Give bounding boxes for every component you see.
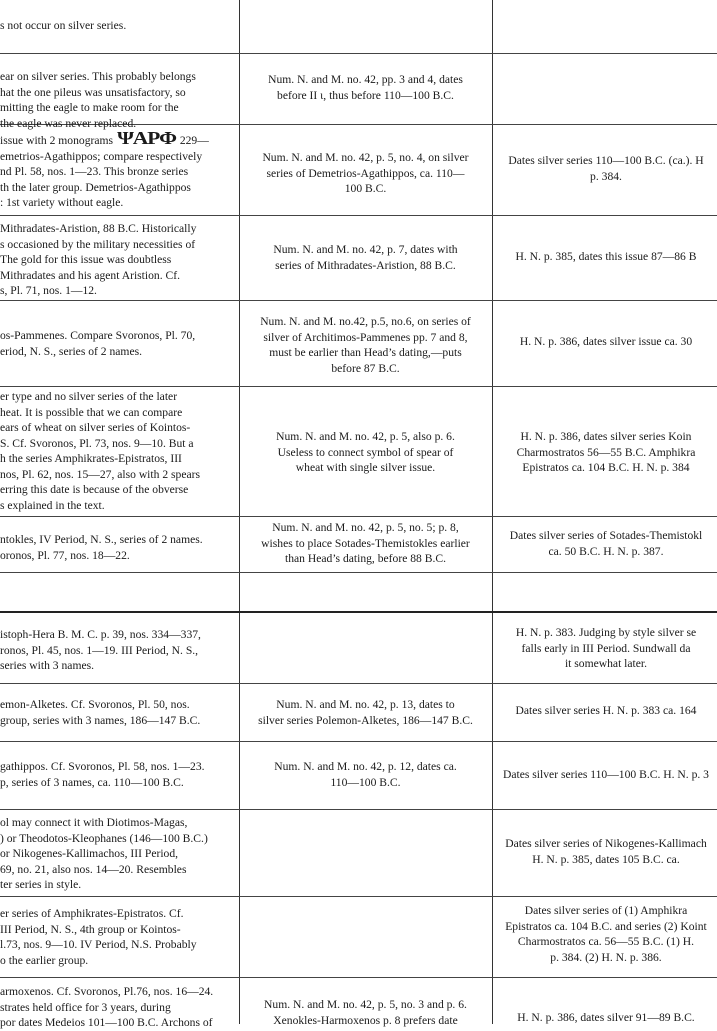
row-3-description: Mithradates-Aristion, 88 B.C. Historically s occasioned by the military necessities of The gold for this issue was doubtless Mithradates and his agent Aristion. Cf. s, Pl. 71, nos. 1—12. xyxy=(0,222,197,297)
row-divider xyxy=(0,896,717,897)
row-divider xyxy=(0,215,717,216)
row-12-description: er series of Amphikrates-Epistratos. Cf. III Period, N. S., 4th group or Kointos- l.73, nos. 9—10. IV Period, N.S. Probably o the earlier group. xyxy=(0,907,197,967)
row-3-dating: H. N. p. 385, dates this issue 87—86 B xyxy=(515,250,697,263)
monogram-image: ΨΑΡΦ xyxy=(117,131,176,148)
row-4-reference: Num. N. and M. no.42, p.5, no.6, on series of silver of Architimos-Pammenes pp. 7 and 8, must be earlier than Head’s dating,—puts before 87 B.C. xyxy=(260,315,471,375)
row-13-dating: H. N. p. 386, dates silver 91—89 B.C. xyxy=(517,1011,695,1024)
row-divider xyxy=(0,741,717,742)
row-4-dating: H. N. p. 386, dates silver issue ca. 30 xyxy=(519,335,693,348)
row-9-reference: Num. N. and M. no. 42, p. 13, dates to silver series Polemon-Alketes, 186—147 B.C. xyxy=(258,698,473,727)
row-13-description: armoxenos. Cf. Svoronos, Pl.76, nos. 16—24. strates held office for 3 years, during por dates Medeios 101—100 B.C. Archons of xyxy=(0,985,214,1029)
row-2-description: issue with 2 monograms ΨΑΡΦ 229— emetrios-Agathippos; compare respectively nd Pl. 58, nos. 1—23. This bronze series th the later group. Demetrios-Agathippos : 1st variety without eagle. xyxy=(0,131,209,209)
row-4-description: os-Pammenes. Compare Svoronos, Pl. 70, eriod, N. S., series of 2 names. xyxy=(0,329,196,358)
row-10-dating: Dates silver series 110—100 B.C. H. N. p. 3 xyxy=(503,768,709,781)
row-13-reference: Num. N. and M. no. 42, p. 5, no. 3 and p. 6. Xenokles-Harmoxenos p. 8 prefers date xyxy=(264,998,467,1027)
row-divider xyxy=(0,977,717,978)
row-divider xyxy=(0,300,717,301)
column-divider-1 xyxy=(239,0,240,1024)
row-divider xyxy=(0,53,717,54)
row-1-reference: Num. N. and M. no. 42, pp. 3 and 4, dates before II ι, thus before 110—100 B.C. xyxy=(268,73,463,102)
row-divider xyxy=(0,516,717,517)
row-divider xyxy=(0,386,717,387)
row-2-dating: Dates silver series 110—100 B.C. (ca.). H p. 384. xyxy=(508,154,704,183)
row-11-dating: Dates silver series of Nikogenes-Kallimach H. N. p. 385, dates 105 B.C. ca. xyxy=(505,837,707,866)
row-9-description: emon-Alketes. Cf. Svoronos, Pl. 50, nos. group, series with 3 names, 186—147 B.C. xyxy=(0,698,201,727)
row-9-dating: Dates silver series H. N. p. 383 ca. 164 xyxy=(515,704,697,717)
row-3-reference: Num. N. and M. no. 42, p. 7, dates with series of Mithradates-Aristion, 88 B.C. xyxy=(273,243,458,272)
row-5-description: er type and no silver series of the later heat. It is possible that we can compare ears of wheat on silver series of Kointos- S. Cf. Svoronos, Pl. 73, nos. 9—10. But a h the series Amphikrates-Epistratos, III nos, Pl. 62, nos. 15—27, also with 2 spears erring this date is because of the obverse s explained in the text. xyxy=(0,390,200,512)
row-divider xyxy=(0,809,717,810)
row-6-reference: Num. N. and M. no. 42, p. 5, no. 5; p. 8, wishes to place Sotades-Themistokles earlier than Head’s dating, before 88 B.C. xyxy=(261,521,470,565)
section-divider xyxy=(0,611,717,613)
row-8-dating: H. N. p. 383. Judging by style silver se falls early in III Period. Sundwall da it somewhat later. xyxy=(515,626,697,670)
row-12-dating: Dates silver series of (1) Amphikra Epistratos ca. 104 B.C. and series (2) Koint Charmostratos ca. 56—55 B.C. (1) H. p. 384. (2) H. N. p. 386. xyxy=(505,904,707,964)
row-5-reference: Num. N. and M. no. 42, p. 5, also p. 6. Useless to connect symbol of spear of wheat with single silver issue. xyxy=(276,430,455,474)
row-10-description: gathippos. Cf. Svoronos, Pl. 58, nos. 1—23. p, series of 3 names, ca. 110—100 B.C. xyxy=(0,760,205,789)
row-0-description: s not occur on silver series. xyxy=(0,19,127,32)
row-2-reference: Num. N. and M. no. 42, p. 5, no. 4, on silver series of Demetrios-Agathippos, ca. 110— 100 B.C. xyxy=(262,151,469,195)
row-11-description: ol may connect it with Diotimos-Magas, ) or Theodotos-Kleophanes (146—100 B.C.) or Nikogenes-Kallimachos, III Period, 69, no. 21, also nos. 14—20. Resembles ter series in style. xyxy=(0,816,208,891)
column-divider-2 xyxy=(492,0,493,1024)
row-8-description: istoph-Hera B. M. C. p. 39, nos. 334—337, ronos, Pl. 45, nos. 1—19. III Period, N. S., series with 3 names. xyxy=(0,628,201,672)
row-1-description: ear on silver series. This probably belongs hat the one pileus was unsatisfactory, so mitting the eagle to make room for the the eagle was never replaced. xyxy=(0,70,196,130)
row-divider xyxy=(0,572,717,573)
row-10-reference: Num. N. and M. no. 42, p. 12, dates ca. 110—100 B.C. xyxy=(274,760,457,789)
row-6-dating: Dates silver series of Sotades-Themistokl ca. 50 B.C. H. N. p. 387. xyxy=(509,529,703,558)
row-divider xyxy=(0,683,717,684)
row-6-description: ntokles, IV Period, N. S., series of 2 names. oronos, Pl. 77, nos. 18—22. xyxy=(0,533,203,562)
row-5-dating: H. N. p. 386, dates silver series Koin Charmostratos 56—55 B.C. Amphikra Epistratos ca. 104 B.C. H. N. p. 384 xyxy=(516,430,696,474)
